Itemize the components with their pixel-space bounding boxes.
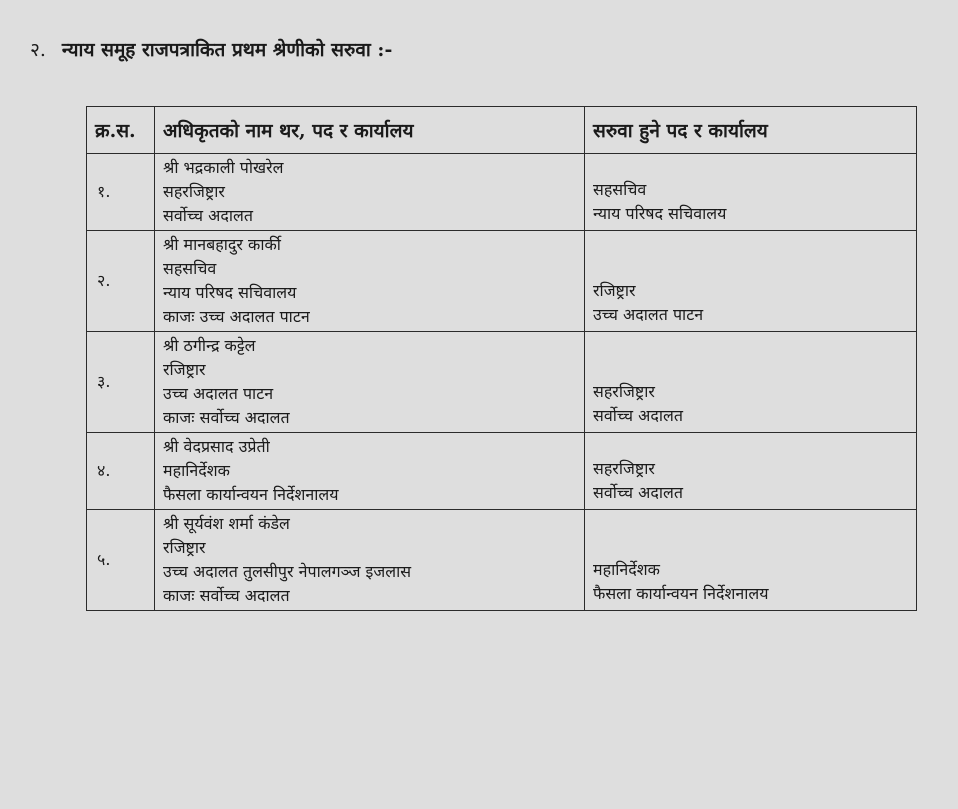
section-number: २. [30,39,46,61]
transfer-cell [585,154,917,231]
table-row [87,510,917,611]
table-row [87,332,917,433]
officer-cell [155,332,585,433]
table-header-row [87,107,917,154]
section-title: न्याय समूह राजपत्राकित प्रथम श्रेणीको सरुवा :- [61,39,393,61]
officer-line: सहरजिष्ट्रार [163,182,225,201]
officer-line: श्री ठगीन्द्र कट्टेल [163,336,256,355]
table-row [87,433,917,510]
transfer-cell [585,231,917,332]
column-header-serial: क्र.स. [87,107,155,154]
officer-line: श्री सूर्यवंश शर्मा कंडेल [163,514,290,533]
officer-cell [155,433,585,510]
transfer-cell [585,510,917,611]
column-header-officer: अधिकृतको नाम थर, पद र कार्यालय [155,107,585,154]
transfer-line: न्याय परिषद सचिवालय [593,204,727,223]
transfer-line: सर्वोच्च अदालत [593,483,683,502]
officer-line: सर्वोच्च अदालत [163,206,253,225]
officer-line: रजिष्ट्रार [163,360,206,379]
officer-cell [155,231,585,332]
transfer-cell [585,433,917,510]
serial-number-cell: २. [87,231,155,332]
transfer-line: महानिर्देशक [593,560,660,579]
section-heading [30,36,392,62]
transfer-line: फैसला कार्यान्वयन निर्देशनालय [593,584,769,603]
transfer-line: उच्च अदालत पाटन [593,305,704,324]
officer-line: महानिर्देशक [163,461,230,480]
officer-cell [155,510,585,611]
transfer-line: सहरजिष्ट्रार [593,382,655,401]
officer-line: काजः सर्वोच्च अदालत [163,408,290,427]
officer-line: फैसला कार्यान्वयन निर्देशनालय [163,485,339,504]
serial-number-cell: ३. [87,332,155,433]
serial-number-cell: ५. [87,510,155,611]
transfer-table [86,106,917,611]
table-row [87,154,917,231]
officer-line: उच्च अदालत तुलसीपुर नेपालगञ्ज इजलास [163,562,412,581]
transfer-line: सहरजिष्ट्रार [593,459,655,478]
officer-line: उच्च अदालत पाटन [163,384,274,403]
officer-cell [155,154,585,231]
serial-number-cell: १. [87,154,155,231]
officer-line: रजिष्ट्रार [163,538,206,557]
column-header-transfer: सरुवा हुने पद र कार्यालय [585,107,917,154]
officer-line: न्याय परिषद सचिवालय [163,283,297,302]
table-row [87,231,917,332]
transfer-line: सहसचिव [593,180,647,199]
table-body [87,154,917,611]
transfer-line: रजिष्ट्रार [593,281,636,300]
officer-line: काजः सर्वोच्च अदालत [163,586,290,605]
officer-line: सहसचिव [163,259,217,278]
serial-number-cell: ४. [87,433,155,510]
officer-line: श्री भद्रकाली पोखरेल [163,158,284,177]
officer-line: काजः उच्च अदालत पाटन [163,307,310,326]
transfer-cell [585,332,917,433]
officer-line: श्री मानबहादुर कार्की [163,235,281,254]
transfer-line: सर्वोच्च अदालत [593,406,683,425]
officer-line: श्री वेदप्रसाद उप्रेती [163,437,270,456]
